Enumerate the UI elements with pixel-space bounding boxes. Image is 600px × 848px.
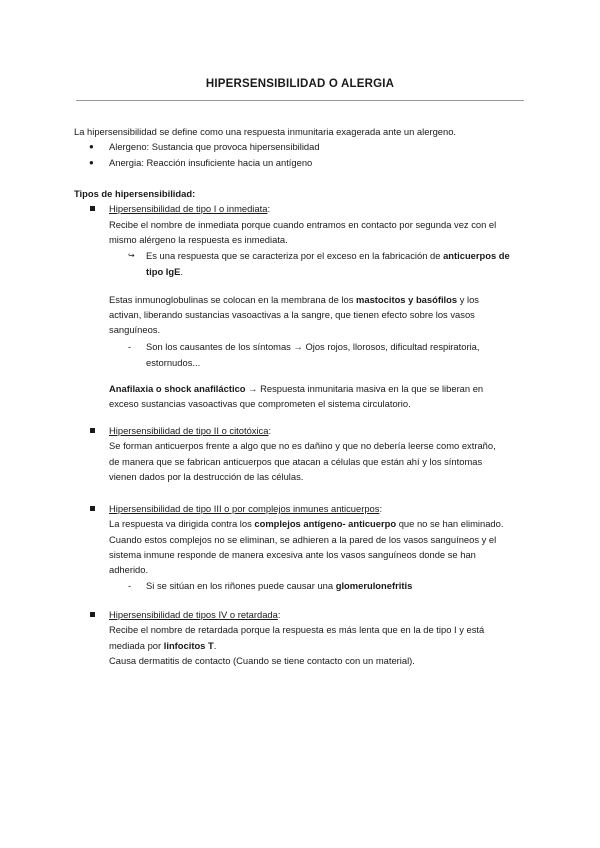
type1-p3-line1 (109, 381, 483, 396)
intro-text: La hipersensibilidad se define como una respuesta inmunitaria exagerada ante un alergeno. (74, 126, 457, 137)
type3-sub-text: Si se sitúan en los riñones puede causar una (146, 580, 336, 591)
definition-alergeno: Alergeno: Sustancia que provoca hipersensibilidad (109, 141, 320, 152)
definition-anergia: Anergia: Reacción insuficiente hacia un antígeno (109, 157, 313, 168)
bullet-dot-icon: ● (89, 142, 94, 151)
square-bullet-icon (90, 428, 95, 433)
type1-sub1-ige: tipo IgE (146, 266, 181, 277)
dash-bullet: - (128, 341, 132, 352)
type3-line3: sistema inmune responde de manera excesiva ante los vasos sanguíneos donde se han (109, 549, 476, 560)
square-bullet-icon (90, 206, 95, 211)
type1-heading (109, 201, 270, 216)
title-divider (76, 100, 524, 101)
type2-colon: : (268, 425, 272, 436)
type1-line1: Recibe el nombre de inmediata porque cuando entramos en contacto por segunda vez con el (109, 219, 497, 230)
type3-line4: adherido. (109, 564, 149, 575)
type1-sub1-period: . (180, 266, 183, 277)
type4-line2-period: . (213, 640, 217, 651)
type2-line1: Se forman anticuerpos frente a algo que no es dañino y que no debería leerse como extraño, (109, 440, 496, 451)
type1-sub1-text: Es una respuesta que se caracteriza por el exceso en la fabricación de (146, 250, 444, 261)
type3-line2: Cuando estos complejos no se eliminan, se adhieren a la pared de los vasos sanguíneos y el (109, 534, 497, 545)
type1-p2-line2: activan, liberando sustancias vasoactivas a la sangre, que tienen efecto sobre los vasos (109, 309, 475, 320)
type3-line1-bold: complejos antígeno- anticuerpo (254, 518, 397, 529)
type1-p3-text: → Respuesta inmunitaria masiva en la que se liberan en (245, 383, 484, 394)
type2-line3: vienen dados por la destrucción de las células. (109, 471, 304, 482)
type1-p2-line3: sanguíneos. (109, 324, 161, 335)
type4-line1: Recibe el nombre de retardada porque la respuesta es más lenta que en la de tipo I y está (109, 624, 485, 635)
type4-heading-text: Hipersensibilidad de tipos IV o retardada (109, 609, 278, 620)
type1-sub1-line2 (146, 264, 183, 279)
square-bullet-icon (90, 612, 95, 617)
type3-line1 (109, 516, 503, 531)
dash-bullet: - (128, 580, 132, 591)
arrow-bullet-icon: ↪ (128, 251, 135, 260)
type1-sub2-line2: estornudos... (146, 357, 201, 368)
bullet-dot-icon: ● (89, 158, 94, 167)
type2-heading-text: Hipersensibilidad de tipo II o citotóxica (109, 425, 269, 436)
type1-p2-line1 (109, 292, 479, 307)
type3-heading-text: Hipersensibilidad de tipo III o por complejos inmunes anticuerpos (109, 503, 380, 514)
type1-p2-tail: y los (457, 294, 479, 305)
page-title: HIPERSENSIBILIDAD O ALERGIA (205, 78, 395, 90)
type3-sub (146, 578, 412, 593)
type3-heading (109, 501, 382, 516)
type3-line1-text: La respuesta va dirigida contra los (109, 518, 255, 529)
type1-heading-text: Hipersensibilidad de tipo I o inmediata (109, 203, 268, 214)
type1-p2-bold: mastocitos y basófilos (356, 294, 458, 305)
type4-line2-text: mediada por (109, 640, 164, 651)
type4-line2-bold: linfocitos T (163, 640, 214, 651)
type4-colon: : (277, 609, 281, 620)
type1-sub1-line1 (146, 248, 510, 263)
type3-line1-tail: que no se han eliminado. (396, 518, 504, 529)
type2-line2: de manera que se fabrican anticuerpos que atacan a células que están ahí y los síntomas (109, 456, 483, 467)
type4-heading (109, 607, 280, 622)
type1-p3-line2: exceso sustancias vasoactivas que comprometen el sistema circulatorio. (109, 398, 411, 409)
type1-sub2-line1: Son los causantes de los síntomas → Ojos rojos, llorosos, dificultad respiratoria, (146, 341, 480, 352)
types-heading: Tipos de hipersensibilidad: (74, 188, 196, 199)
type1-colon: : (267, 203, 271, 214)
type1-p2-text: Estas inmunoglobulinas se colocan en la membrana de los (109, 294, 357, 305)
type4-line2 (109, 638, 216, 653)
type1-sub1-bold: anticuerpos de (443, 250, 510, 261)
type3-colon: : (379, 503, 383, 514)
type2-heading (109, 423, 271, 438)
square-bullet-icon (90, 506, 95, 511)
type1-line2: mismo alérgeno la respuesta es inmediata. (109, 234, 288, 245)
type1-p3-bold: Anafilaxia o shock anafiláctico (109, 383, 246, 394)
type4-line3: Causa dermatitis de contacto (Cuando se tiene contacto con un material). (109, 655, 415, 666)
type3-sub-bold: glomerulonefritis (335, 580, 413, 591)
